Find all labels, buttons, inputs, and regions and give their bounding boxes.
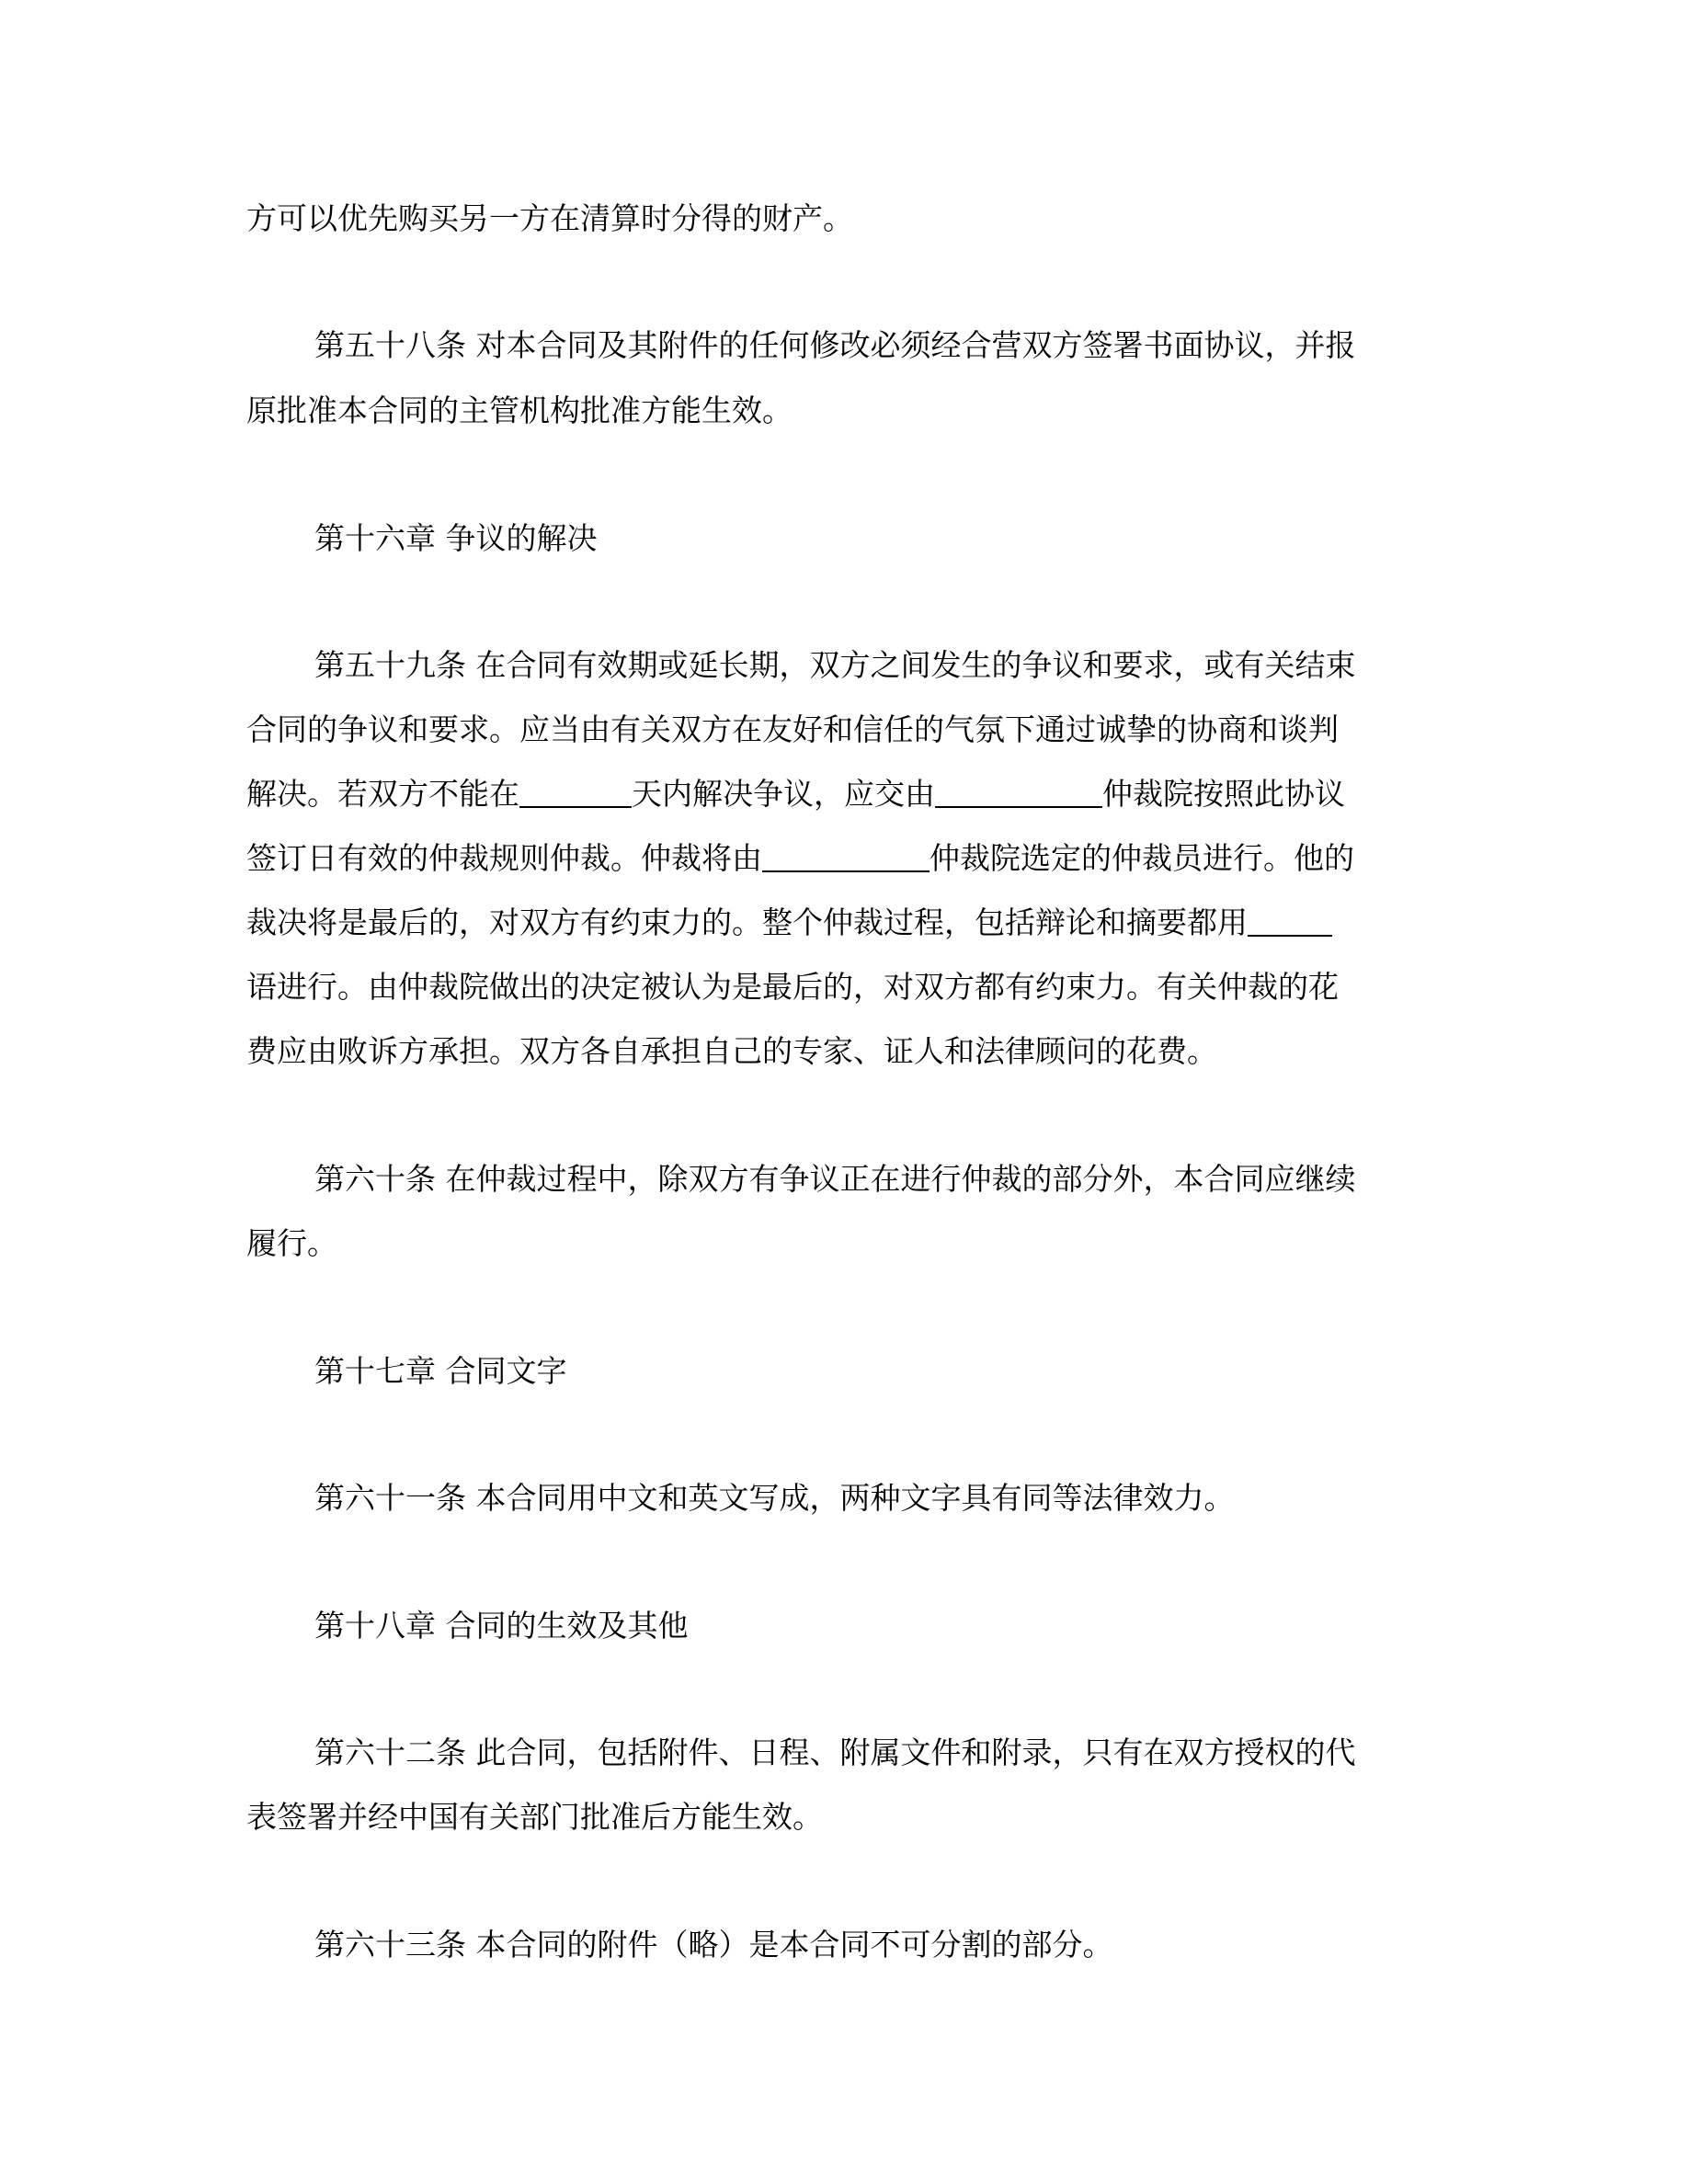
article-59-line-2: 合同的争议和要求。应当由有关双方在友好和信任的气氛下通过诚挚的协商和谈判 <box>246 711 1339 747</box>
blank-days <box>519 779 632 808</box>
article-58-line-2: 原批准本合同的主管机构批准方能生效。 <box>246 392 793 428</box>
article-62-line-1: 第六十二条 此合同，包括附件、日程、附属文件和附录，只有在双方授权的代 <box>314 1735 1356 1770</box>
chapter-17-heading: 第十七章 合同文字 <box>314 1353 567 1389</box>
blank-arbitration-body-2 <box>762 843 930 872</box>
article-61: 第六十一条 本合同用中文和英文写成，两种文字具有同等法律效力。 <box>314 1480 1235 1516</box>
article-59-line-7: 费应由败诉方承担。双方各自承担自己的专家、证人和法律顾问的花费。 <box>246 1033 1217 1069</box>
article-60-line-1: 第六十条 在仲裁过程中，除双方有争议正在进行仲裁的部分外，本合同应继续 <box>314 1161 1356 1197</box>
chapter-16-heading: 第十六章 争议的解决 <box>314 520 598 556</box>
blank-arbitration-body <box>935 779 1102 808</box>
article-59-line-6: 语进行。由仲裁院做出的决定被认为是最后的，对双方都有约束力。有关仲裁的花 <box>246 969 1339 1005</box>
article-58-line-1: 第五十八条 对本合同及其附件的任何修改必须经合营双方签署书面协议，并报 <box>314 327 1356 363</box>
article-59-line-5: 裁决将是最后的，对双方有约束力的。整个仲裁过程，包括辩论和摘要都用 <box>246 907 1332 938</box>
blank-language <box>1248 907 1332 937</box>
article-62-line-2: 表签署并经中国有关部门批准后方能生效。 <box>246 1799 823 1835</box>
article-59-line-4: 签订日有效的仲裁规则仲裁。仲裁将由 仲裁院选定的仲裁员进行。他的 <box>246 840 1354 876</box>
text-line: 方可以优先购买另一方在清算时分得的财产。 <box>246 200 853 236</box>
article-63: 第六十三条 本合同的附件（略）是本合同不可分割的部分。 <box>314 1927 1113 1962</box>
article-60-line-2: 履行。 <box>246 1225 337 1261</box>
article-59-line-1: 第五十九条 在合同有效期或延长期，双方之间发生的争议和要求，或有关结束 <box>314 647 1356 683</box>
chapter-18-heading: 第十八章 合同的生效及其他 <box>314 1608 689 1644</box>
article-59-line-3: 解决。若双方不能在 天内解决争议，应交由 仲裁院按照此协议 <box>246 776 1345 812</box>
